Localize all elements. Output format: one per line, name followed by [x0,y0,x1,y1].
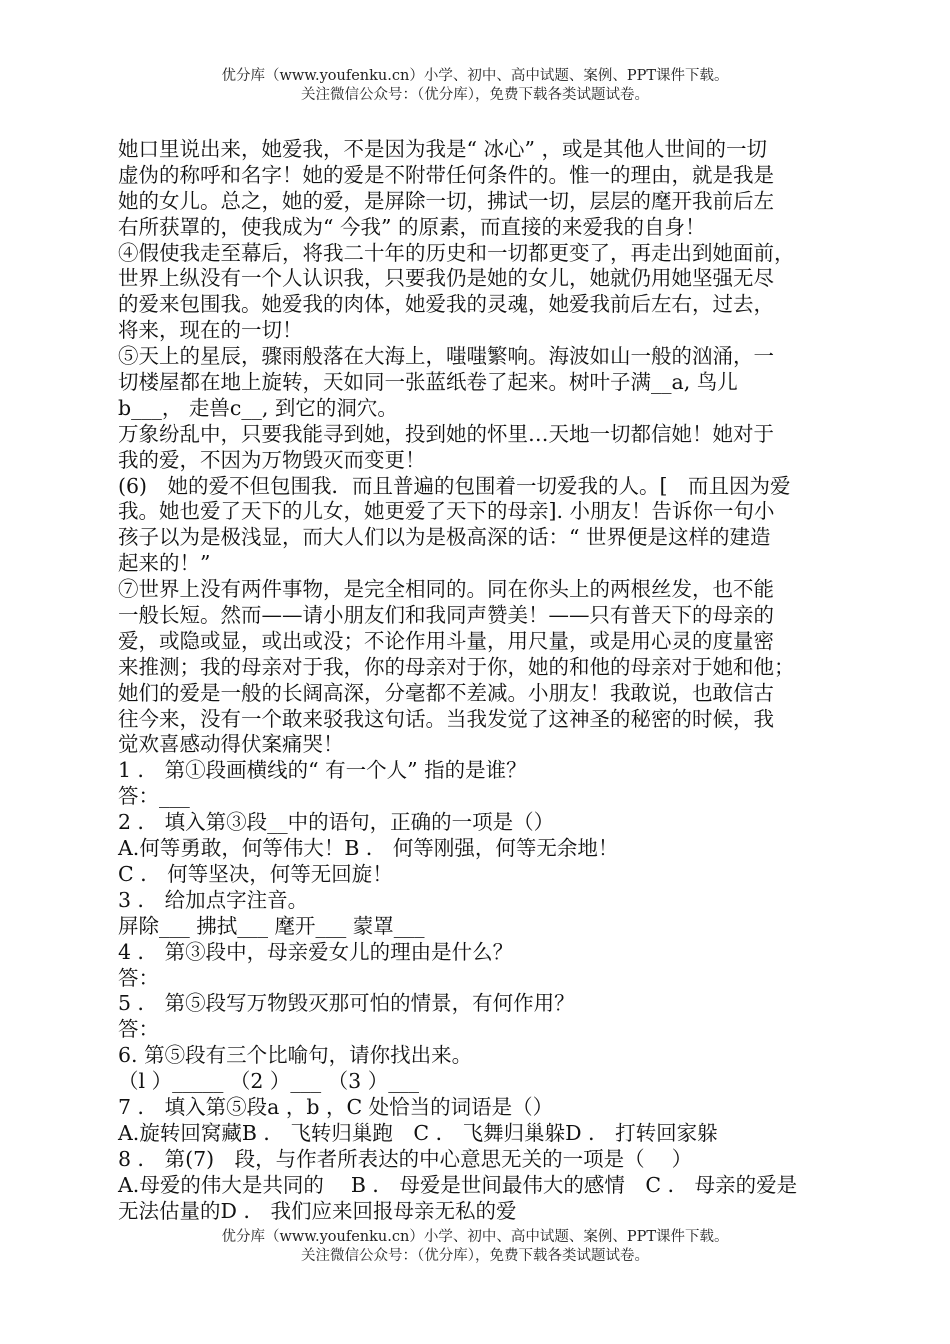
text-line: 2 ． 填入第③段__中的语句，正确的一项是（） [118,810,555,835]
text-line: A.旋转回窝藏B ． 飞转归巢跑 C ． 飞舞归巢躲D ． 打转回家躲 [118,1120,718,1145]
text-line: 7 ． 填入第⑤段a ，b ，C 处恰当的词语是（） [118,1094,554,1119]
text-line: 将来，现在的一切！ [118,318,303,343]
header-line-1: 优分库（www.youfenku.cn）小学、初中、高中试题、案例、PPT课件下载。 [221,68,729,84]
text-line: 一般长短。然而——请小朋友们和我同声赞美！——只有普天下的母亲的 [118,603,774,628]
text-line: 右所获罩的，使我成为“ 今我” 的原素，而直接的来爱我的自身！ [118,214,706,239]
document-body [118,137,838,1224]
text-line: 的爱来包围我。她爱我的肉体，她爱我的灵魂，她爱我前后左右，过去， [118,292,774,317]
text-line: ⑦世界上没有两件事物，是完全相同的。同在你头上的两根丝发，也不能 [118,577,774,602]
text-line: A.母爱的伟大是共同的 B ． 母爱是世间最伟大的感情 C ． 母亲的爱是 [118,1172,798,1197]
text-line: 答： [118,1017,159,1042]
text-line: 虚伪的称呼和名字！她的爱是不附带任何条件的。惟一的理由，就是我是 [118,162,774,187]
footer-line-1: 优分库（www.youfenku.cn）小学、初中、高中试题、案例、PPT课件下载。 [221,1229,729,1245]
text-line: 1 ． 第①段画横线的“ 有一个人” 指的是谁？ [118,758,527,783]
text-line: 往今来，没有一个敢来驳我这句话。当我发觉了这神圣的秘密的时候，我 [118,706,774,731]
text-line: 6. 第⑤段有三个比喻句，请你找出来。 [118,1043,473,1068]
text-line: 我。她也爱了天下的儿女，她更爱了天下的母亲]. 小朋友！告诉你一句小 [118,499,775,524]
text-line: 屏除___ 拂拭___ 麾开___ 蒙罩___ [118,913,425,938]
text-line: 5 ． 第⑤段写万物毁灭那可怕的情景，有何作用？ [118,991,575,1016]
text-line: 她的女儿。总之，她的爱，是屏除一切，拂试一切，层层的麾开我前后左 [118,188,774,213]
text-line: b___， 走兽c__, 到它的洞穴。 [118,395,398,420]
text-line: 觉欢喜感动得伏案痛哭！ [118,732,344,757]
text-line: 4 ． 第③段中，母亲爱女儿的理由是什么？ [118,939,514,964]
text-line: 答：___ [118,784,190,809]
text-line: ⑤天上的星辰，骤雨般落在大海上，嗤嗤繁响。海波如山一般的汹涌，一 [118,344,774,369]
text-line: 答： [118,965,159,990]
text-line: 爱，或隐或显，或出或没；不论作用斗量，用尺量，或是用心灵的度量密 [118,628,774,653]
text-line: 起来的！” [118,551,211,576]
page-footer [0,1228,950,1266]
text-line: 世界上纵没有一个人认识我，只要我仍是她的女儿，她就仍用她坚强无尽 [118,266,774,291]
text-line: 无法估量的D ． 我们应来回报母亲无私的爱 [118,1198,517,1223]
text-line: 她们的爱是一般的长阔高深，分毫都不差减。小朋友！我敢说，也敢信古 [118,680,774,705]
text-line: 她口里说出来，她爱我，不是因为我是“ 冰心” ，或是其他人世间的一切 [118,137,767,161]
text-line: 孩子以为是极浅显，而大人们以为是极高深的话：“ 世界便是这样的建造 [118,525,771,550]
text-line: 3 ． 给加点字注音。 [118,887,309,912]
text-line: 8 ． 第(7) 段，与作者所表达的中心意思无关的一项是（ ） [118,1146,693,1171]
text-line: 万象纷乱中，只要我能寻到她，投到她的怀里…天地一切都信她！她对于 [118,421,774,446]
text-line: (6) 她的爱不但包围我．而且普遍的包围着一切爱我的人。[ 而且因为爱 [118,473,791,498]
text-line: A.何等勇敢，何等伟大！B ． 何等刚强，何等无余地！ [118,836,619,861]
text-line: 切楼屋都在地上旋转，天如同一张蓝纸卷了起来。树叶子满__a, 鸟儿 [118,370,738,395]
header-line-2: 关注微信公众号：（优分库），免费下载各类试题试卷。 [301,87,649,103]
text-line: （l ）_____ （2 ）___ （3 ）___ [118,1069,419,1094]
footer-line-2: 关注微信公众号：（优分库），免费下载各类试题试卷。 [301,1248,649,1264]
text-line: ④假使我走至幕后，将我二十年的历史和一切都更变了，再走出到她面前， [118,240,795,265]
text-line: C ． 何等坚决，何等无回旋！ [118,861,393,886]
page-header [0,67,950,105]
text-line: 来推测；我的母亲对于我，你的母亲对于你，她的和他的母亲对于她和他； [118,654,795,679]
text-line: 我的爱，不因为万物毁灭而变更！ [118,447,426,472]
